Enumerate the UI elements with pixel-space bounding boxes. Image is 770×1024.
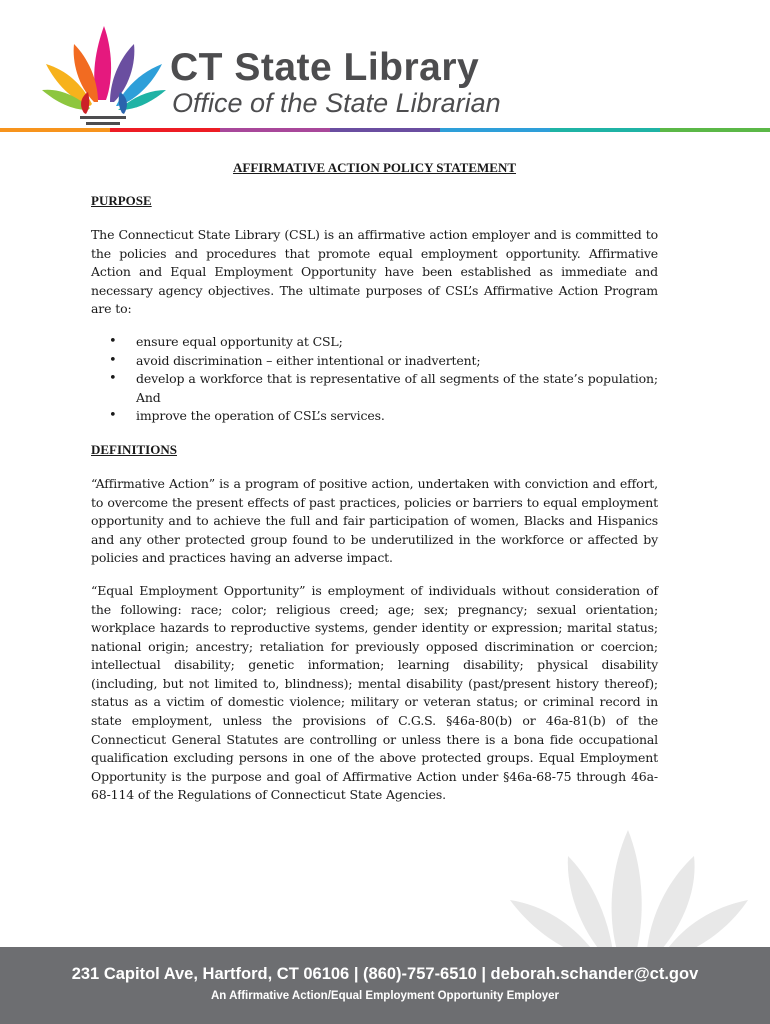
rainbow-segment	[440, 128, 550, 132]
list-item: • develop a workforce that is representative of all segments of the state’s population; And	[136, 370, 658, 407]
rainbow-segment	[550, 128, 660, 132]
affirmative-action-definition: “Affirmative Action” is a program of positive action, undertaken with conviction and effort, to overcome the present effects of past practices, policies or barriers to equal employment opportunity and to achieve the full and fair participation of women, Blacks and Hispanics and any other protected group found to be underutilized in the workforce or affected by policies and practices having an adverse impact.	[91, 475, 658, 566]
rainbow-segment	[330, 128, 440, 132]
document-title: AFFIRMATIVE ACTION POLICY STATEMENT	[232, 160, 517, 175]
rainbow-divider	[0, 128, 770, 132]
rainbow-segment	[110, 128, 220, 132]
org-name: CT State Library	[170, 46, 480, 89]
rainbow-segment	[660, 128, 770, 132]
footer-bar	[0, 947, 770, 1024]
purpose-heading: PURPOSE	[91, 193, 152, 208]
list-item: • avoid discrimination – either intentional or inadvertent;	[136, 352, 658, 371]
eeo-definition: “Equal Employment Opportunity” is employment of individuals without consideration of the following: race; color; religious creed; age; sex; pregnancy; sexual orientation; workplace hazards to reproductive systems, gender identity or expression; marital status; national origin; ancestry; retaliation for previously opposed discrimination or coercion; intellectual disability; genetic information; learning disability; physical disability (including, but not limited to, blindness); mental disability (past/present history thereof); status as a victim of domestic violence; military or veteran status; or criminal record in state employment, unless the provisions of C.G.S. §46a-80(b) or 46a-81(b) of the Connecticut General Statutes are controlling or unless there is a bona fide occupational qualification excluding persons in one of the above protected groups. Equal Employment Opportunity is the purpose and goal of Affirmative Action under §46a-68-75 through 46a-68-114 of the Regulations of Connecticut State Agencies.	[91, 582, 658, 803]
list-item: • ensure equal opportunity at CSL;	[136, 333, 658, 352]
footer-contact: 231 Capitol Ave, Hartford, CT 06106 | (860)-757-6510 | deborah.schander@ct.gov	[71, 965, 699, 983]
footer-tagline: An Affirmative Action/Equal Employment Opportunity Employer	[210, 990, 559, 1002]
rainbow-segment	[0, 128, 110, 132]
ct-state-library-logo	[38, 18, 168, 128]
purpose-paragraph: The Connecticut State Library (CSL) is an affirmative action employer and is committed to the policies and procedures that promote equal employment opportunity. Affirmative Action and Equal Employment Opportunity have been established as immediate and necessary agency objectives. The ultimate purposes of CSL’s Affirmative Action Program are to:	[91, 227, 658, 317]
policy-document	[91, 160, 658, 819]
org-subtitle: Office of the State Librarian	[172, 88, 501, 118]
watermark-logo	[470, 820, 770, 950]
list-item: • improve the operation of CSL’s services.	[136, 407, 658, 426]
rainbow-segment	[220, 128, 330, 132]
definitions-heading: DEFINITIONS	[91, 441, 177, 457]
purpose-list	[91, 333, 658, 426]
